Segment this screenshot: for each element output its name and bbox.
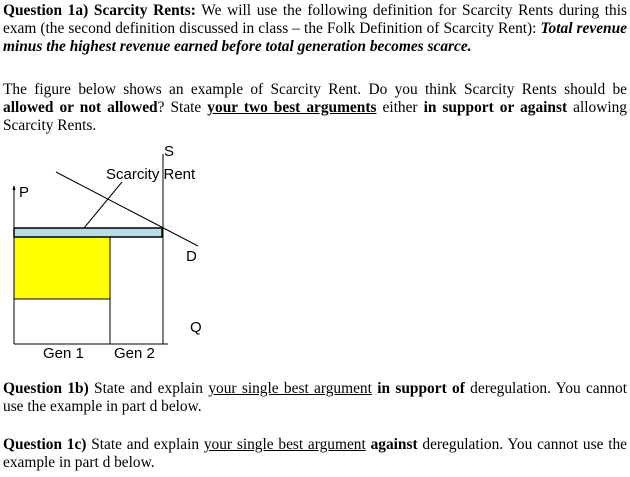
q1a-definition: Total revenue minus the highest revenue earned before total generation becomes scarce. [3,20,627,55]
scarcity-rent-figure [0,136,230,366]
q1c-bold: against [370,436,418,453]
gen1-revenue-area [14,237,110,299]
supply-label: S [164,143,175,160]
gen1-label: Gen 1 [43,345,84,362]
prompt-text-2: ? State [157,99,208,116]
q1b-text-3: deregulation. You cannot use the example in part d below. [3,380,627,415]
question-1b [3,380,627,416]
prompt-bold-2: in support or against [423,99,568,116]
q1a-label: Question 1a) Scarcity Rents: [3,2,196,19]
q1a-text: We will use the following definition for Scarcity Rents during this exam (the second definition discussed in class – the Folk Definition of Scarcity Rent): [3,2,627,37]
scarcity-rent-area [14,228,162,237]
prompt-text-3: either [376,99,424,116]
gen2-label: Gen 2 [114,345,155,362]
q1c-text-1: State and explain [86,436,204,453]
prompt-text-1: The figure below shows an example of Scarcity Rent. Do you think Scarcity Rents should be [3,81,627,98]
q1b-bold: in support of [377,380,465,397]
prompt-underline: your two best arguments [207,99,377,116]
question-1c [3,436,627,472]
q1c-label: Question 1c) [3,436,87,453]
prompt-text-4: allowing Scarcity Rents. [3,99,628,134]
q1b-label: Question 1b) [3,380,89,397]
scarcity-rent-annotation: Scarcity Rent [106,166,196,183]
q1b-text-1: State and explain [88,380,209,397]
quantity-axis-label: Q [190,319,202,336]
price-axis-label: P [19,184,30,201]
prompt-bold-1: allowed or not allowed [3,99,158,116]
demand-label: D [186,248,197,265]
question-1a-prompt [3,81,627,135]
q1b-underline: your single best argument [208,380,372,397]
question-1a [3,2,627,56]
q1c-text-3: deregulation. You cannot use the example in part d below. [3,436,627,471]
annotation-arrow [84,182,122,228]
q1c-underline: your single best argument [203,436,366,453]
